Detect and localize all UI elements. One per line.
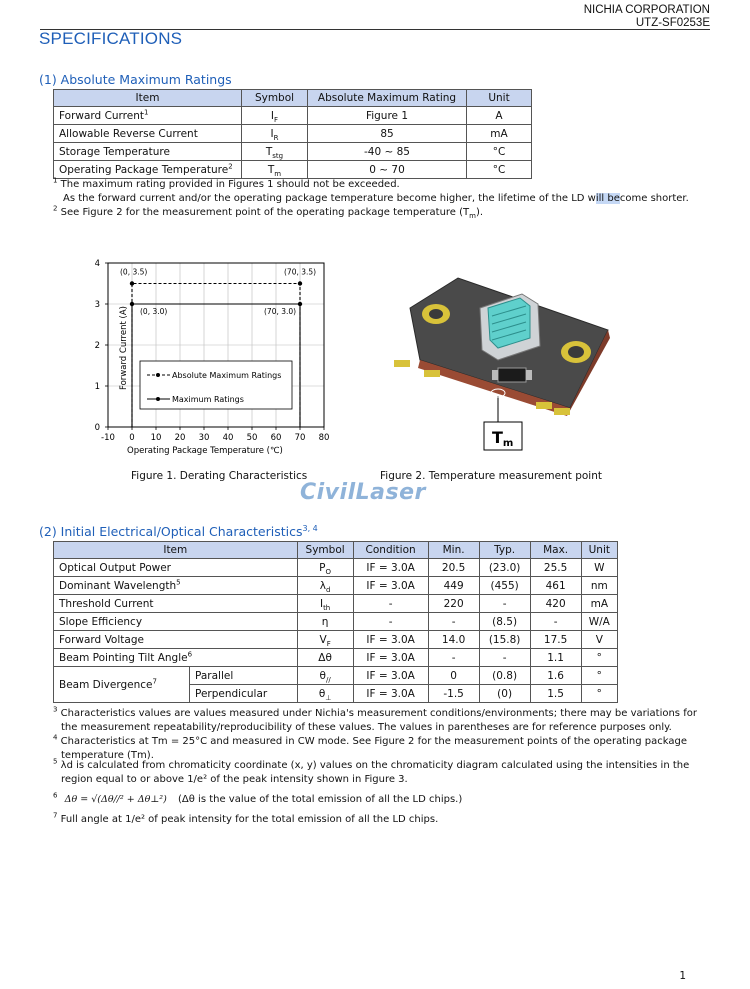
note-4b: temperature (Tm). [61,750,154,761]
row-symbol-sub: // [325,675,331,684]
figure1-caption: Figure 1. Derating Characteristics [131,470,308,482]
note-6 [53,793,462,807]
row-condition: IF = 3.0A [353,667,428,685]
table-row [54,143,532,161]
note-text: λd is calculated from chromaticity coordinate (x, y) values on the chromaticity diagram calculated using the intensities in the [60,760,690,771]
row-symbol-sub: d [325,585,331,594]
page-title: SPECIFICATIONS [39,29,183,48]
note-2 [53,206,483,220]
note-number: 7 [53,811,58,820]
note-number: 3 [53,705,58,714]
row-condition: - [353,595,428,613]
solder-pad [536,402,552,409]
solder-pad [424,370,440,377]
mounting-pad-right [561,341,591,363]
row-max: 1.1 [530,649,581,667]
table-row [54,125,532,143]
y-axis-label: Forward Current (A) [119,306,129,390]
row-min: 449 [428,577,479,595]
row-min: - [428,613,479,631]
footnote-ref: 1 [144,108,149,116]
row-min: 14.0 [428,631,479,649]
section1-heading: (1) Absolute Maximum Ratings [39,72,232,87]
row-item: Dominant Wavelength [59,579,177,592]
row-max: 420 [530,595,581,613]
x-tick-label: 80 [318,433,330,443]
row-item: Beam Pointing Tilt Angle [59,651,188,664]
row-typ: (15.8) [479,631,530,649]
footnote-ref: 7 [152,677,157,685]
annotation-label: (70, 3.5) [284,267,317,277]
x-tick-label: 40 [222,433,234,443]
row-condition: IF = 3.0A [353,559,428,577]
note-3b: the measurement repeatability/reproducibility of these values. The values in parentheses are for reference purposes only. [61,722,672,733]
x-tick-label: 20 [174,433,186,443]
row-item: Optical Output Power [59,561,171,574]
row-item: Slope Efficiency [59,615,143,628]
electrical-optical-table [53,541,618,703]
row-min: -1.5 [428,685,479,703]
footnote-ref: 5 [176,578,181,586]
header-doc-number: UTZ-SF0253E [635,17,710,29]
col-unit: Unit [581,542,617,559]
row-max: 1.5 [530,685,581,703]
chart-ticks [95,259,330,443]
note-number: 2 [53,204,58,213]
legend-marker [156,397,160,401]
row-typ: (8.5) [479,613,530,631]
row-condition: IF = 3.0A [353,631,428,649]
row-item: Storage Temperature [59,145,170,158]
note-text: See Figure 2 for the measurement point of the operating package temperature (T [60,207,470,218]
y-tick-label: 3 [94,300,100,310]
row-max: 17.5 [530,631,581,649]
col-rating: Absolute Maximum Rating [308,90,467,107]
row-typ: (0) [479,685,530,703]
table-row [54,559,618,577]
col-symbol: Symbol [242,90,308,107]
row-typ: (0.8) [479,667,530,685]
row-item: Forward Voltage [59,633,144,646]
row-value: Figure 1 [308,107,467,125]
row-max: 1.6 [530,667,581,685]
section2-heading-text: (2) Initial Electrical/Optical Characteristics [39,524,303,539]
table-row [54,161,532,179]
note-text: (Δθ is the value of the total emission of all the LD chips.) [178,794,463,805]
data-point [130,302,134,306]
note-3 [53,707,703,721]
row-symbol-sub: th [323,603,331,612]
note-text: Characteristics at Tm = 25°C and measured in CW mode. See Figure 2 for the measurement points of the operating package [60,736,687,747]
row-min: - [428,649,479,667]
note-number: 4 [53,733,58,742]
row-value: -40 ~ 85 [308,143,467,161]
row-symbol: λ [319,579,326,592]
note-1b [63,192,689,206]
note-sub: m [469,212,476,220]
row-item: Beam Divergence [59,678,153,691]
absolute-max-ratings-table [53,89,532,179]
row-symbol: θ [318,687,326,700]
note-text: Full angle at 1/e² of peak intensity for the total emission of all the LD chips. [60,814,439,825]
civillaser-watermark-logo: CivilLaser [300,480,426,505]
row-unit: mA [581,595,617,613]
row-unit: V [581,631,617,649]
row-symbol-sub: m [274,169,282,178]
row-symbol: V [319,633,327,646]
row-unit: °C [467,161,532,179]
data-point [298,281,302,285]
row-symbol: θ [319,669,326,682]
row-symbol-sub: F [274,115,279,124]
row-subitem: Parallel [190,667,298,685]
x-tick-label: 70 [294,433,306,443]
note-1 [53,178,400,192]
row-subitem: Perpendicular [190,685,298,703]
x-axis-label: Operating Package Temperature (℃) [127,446,283,456]
footnote-ref: 6 [187,650,193,658]
y-tick-label: 0 [94,423,100,433]
row-symbol: P [319,561,326,574]
footnote-ref: 3, 4 [302,523,318,533]
device-illustration [380,268,620,458]
y-tick-label: 1 [94,382,100,392]
thermistor-component [492,368,532,382]
row-symbol: I [270,109,275,122]
row-symbol: T [265,145,273,158]
footnote-ref: 2 [228,162,233,170]
row-unit: W/A [581,613,617,631]
y-tick-label: 4 [94,259,100,269]
row-unit: A [467,107,532,125]
row-unit: °C [467,143,532,161]
row-min: 0 [428,667,479,685]
row-symbol: T [267,163,275,176]
note-5 [53,759,689,773]
solder-pad [394,360,410,367]
table-row [54,595,618,613]
row-symbol-sub: F [326,639,331,648]
y-tick-label: 2 [94,341,100,351]
note-number: 6 [53,791,58,800]
row-condition: IF = 3.0A [353,577,428,595]
row-unit: ° [581,667,617,685]
figure2-caption: Figure 2. Temperature measurement point [380,470,602,482]
note-text: come shorter. [619,193,689,204]
x-tick-label: 60 [270,433,282,443]
row-item: Operating Package Temperature [59,163,229,176]
col-item: Item [54,542,298,559]
chart-legend [140,361,292,409]
x-tick-label: 10 [150,433,162,443]
col-item: Item [54,90,242,107]
row-item: Allowable Reverse Current [59,127,198,140]
row-condition: IF = 3.0A [353,685,428,703]
x-tick-label: -10 [101,433,115,443]
col-symbol: Symbol [297,542,353,559]
col-min: Min. [428,542,479,559]
row-symbol-sub: stg [272,151,284,160]
row-unit: nm [581,577,617,595]
row-min: 20.5 [428,559,479,577]
x-tick-label: 50 [246,433,258,443]
solder-pad [554,408,570,415]
derating-chart [60,250,350,465]
row-unit: ° [581,685,617,703]
annotation-label: (0, 3.5) [120,267,148,277]
row-condition: IF = 3.0A [353,649,428,667]
row-symbol: I [270,127,274,140]
annotation-label: (0, 3.0) [140,307,168,316]
table-row [54,613,618,631]
legend-label: Absolute Maximum Ratings [172,371,282,380]
row-condition: - [353,613,428,631]
note-5b: region equal to or above 1/e² of the peak intensity shown in Figure 3. [61,774,408,785]
note-number: 1 [53,176,58,185]
row-item: Forward Current [59,109,144,122]
note-4 [53,735,687,749]
row-typ: (455) [479,577,530,595]
annotation-label: (70, 3.0) [264,307,297,316]
row-value: 85 [308,125,467,143]
row-max: 25.5 [530,559,581,577]
x-tick-label: 30 [198,433,210,443]
col-typ: Typ. [479,542,530,559]
legend-label: Maximum Ratings [172,395,244,404]
mounting-pad-left [422,304,450,324]
row-typ: - [479,649,530,667]
data-point [130,281,134,285]
row-typ: (23.0) [479,559,530,577]
formula: Δθ = √(Δθ//² + Δθ⊥²) [64,794,167,805]
note-text: ). [475,207,484,218]
data-point [298,302,302,306]
row-symbol-sub: ⊥ [325,693,332,702]
row-min: 220 [428,595,479,613]
table-row [54,631,618,649]
row-symbol-sub: R [273,133,279,142]
row-unit: ° [581,649,617,667]
tm-label: Tm [492,428,514,449]
row-symbol: I [319,597,324,610]
note-number: 5 [53,757,58,766]
note-7 [53,813,438,827]
x-tick-label: 0 [129,433,135,443]
note-text: Characteristics values are values measured under Nichia's measurement conditions/environments; there may be variations for [60,708,697,719]
row-max: - [530,613,581,631]
col-condition: Condition [353,542,428,559]
text-selection-highlight: ill be [595,193,620,204]
row-unit: W [581,559,617,577]
legend-marker [156,373,160,377]
table-row [54,667,618,685]
row-max: 461 [530,577,581,595]
row-symbol: Δθ [318,651,332,664]
row-typ: - [479,595,530,613]
row-value: 0 ~ 70 [308,161,467,179]
table-row [54,107,532,125]
section2-heading [39,524,318,539]
row-item: Threshold Current [59,597,154,610]
header-company: NICHIA CORPORATION [583,4,710,16]
row-symbol-sub: O [325,567,332,576]
page-number: 1 [679,970,686,982]
note-text: The maximum rating provided in Figures 1 should not be exceeded. [60,179,400,190]
note-text: As the forward current and/or the operating package temperature become higher, the lifetime of the LD w [63,193,596,204]
table-row [54,649,618,667]
col-max: Max. [530,542,581,559]
row-symbol: η [321,615,329,628]
table-row [54,577,618,595]
col-unit: Unit [467,90,532,107]
row-unit: mA [467,125,532,143]
